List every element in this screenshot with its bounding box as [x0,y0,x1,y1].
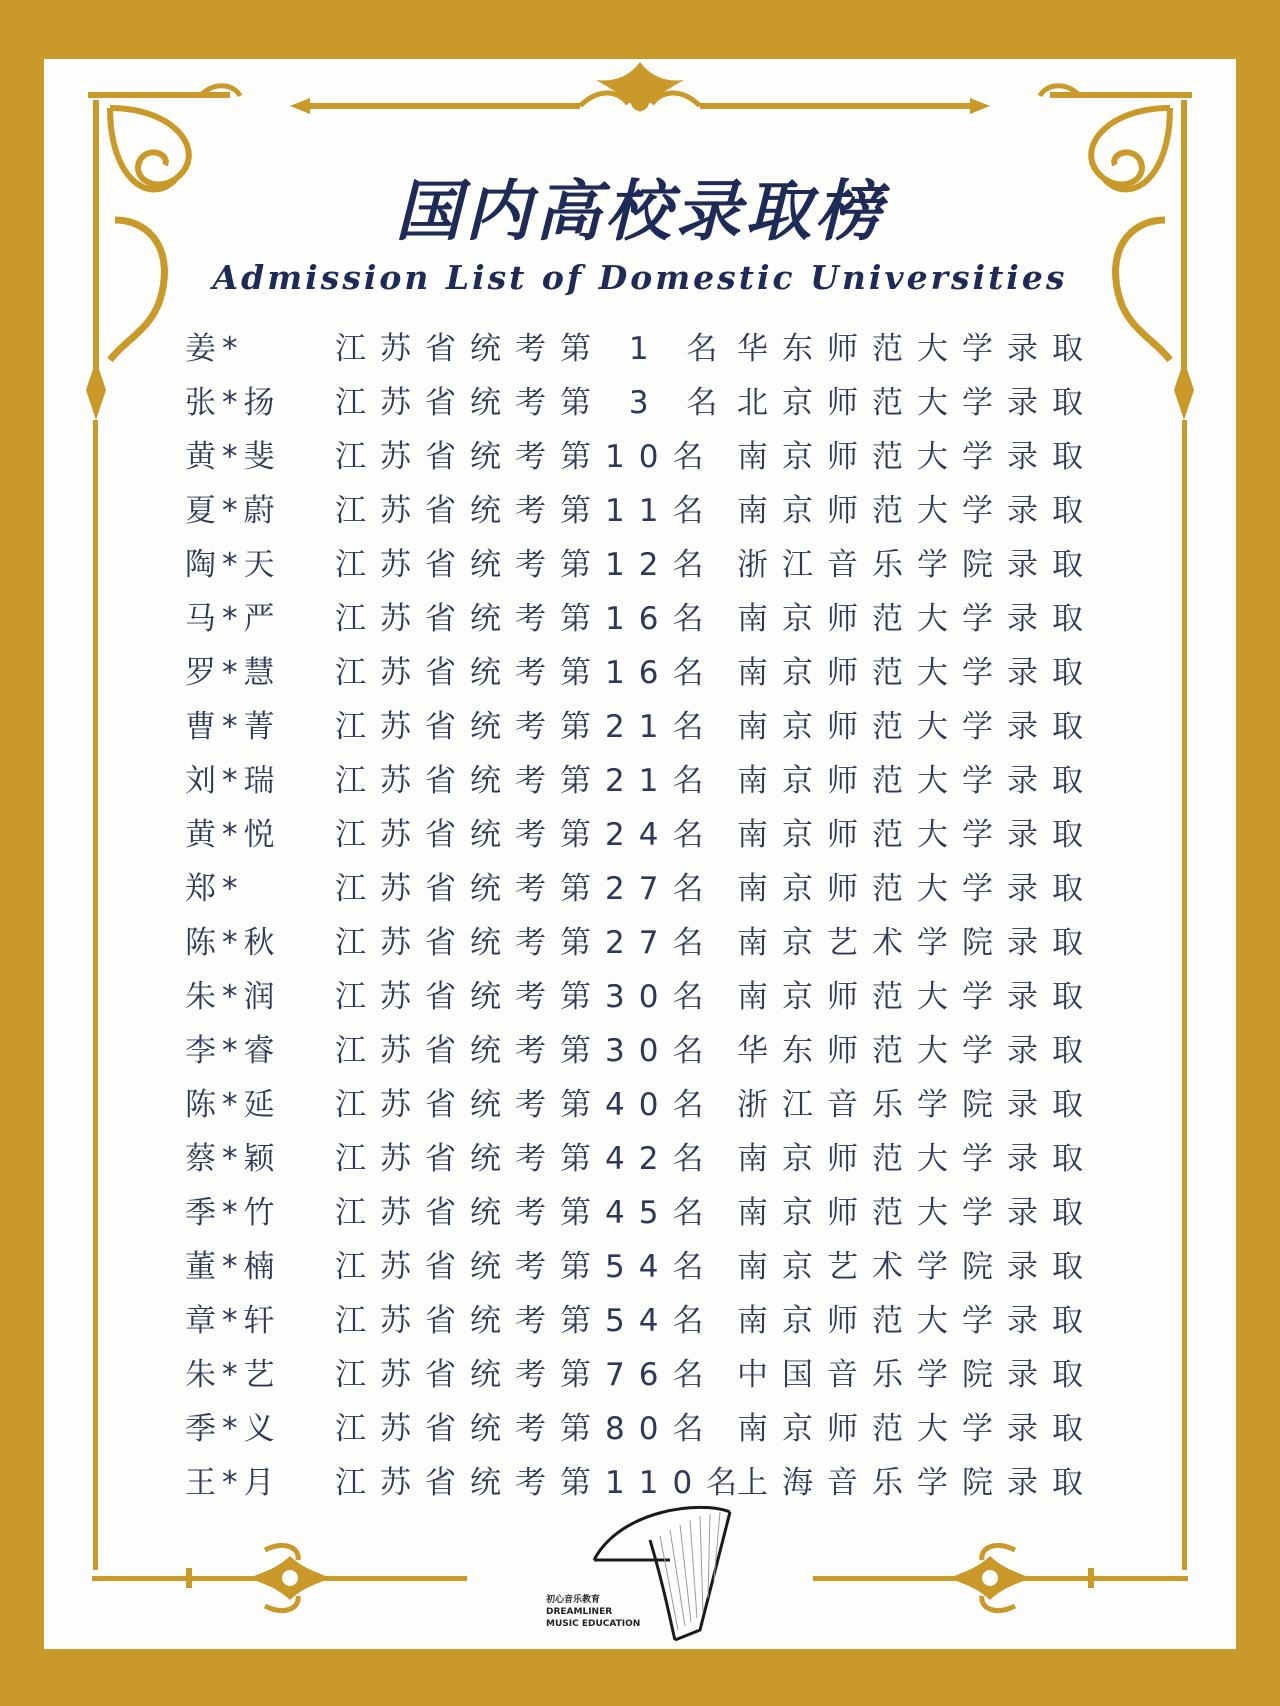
list-item [185,484,1097,538]
logo-en-line1: DREAMLINER [546,1607,613,1617]
university: 南京师范大学录取 [737,1303,1097,1339]
list-item [185,700,1097,754]
list-item [185,862,1097,916]
university: 南京师范大学录取 [737,979,1097,1015]
list-item [185,430,1097,484]
student-name: 王*月 [185,1465,281,1501]
student-name: 朱*润 [185,979,281,1015]
exam-rank: 江苏省统考第16名 [335,655,718,691]
university: 南京师范大学录取 [737,1411,1097,1447]
exam-rank: 江苏省统考第76名 [335,1357,718,1393]
student-name: 姜* [185,331,244,367]
logo-cn: 初心音乐教育 [546,1595,601,1605]
university: 浙江音乐学院录取 [737,1087,1097,1123]
student-name: 季*义 [185,1411,281,1447]
university: 南京师范大学录取 [737,1195,1097,1231]
student-name: 刘*瑞 [185,763,281,799]
exam-rank: 江苏省统考第 3 名 [335,385,732,421]
exam-rank: 江苏省统考第16名 [335,601,718,637]
exam-rank: 江苏省统考第27名 [335,871,718,907]
list-item [185,1402,1097,1456]
list-item [185,376,1097,430]
university: 南京艺术学院录取 [737,1249,1097,1285]
university: 华东师范大学录取 [737,331,1097,367]
student-name: 陈*秋 [185,925,281,961]
list-item [185,1240,1097,1294]
university: 华东师范大学录取 [737,1033,1097,1069]
logo-text [546,1594,640,1630]
list-item [185,970,1097,1024]
student-name: 朱*艺 [185,1357,281,1393]
student-name: 黄*斐 [185,439,281,475]
student-name: 郑* [185,871,244,907]
exam-rank: 江苏省统考第 1 名 [335,331,732,367]
list-item [185,754,1097,808]
list-item [185,592,1097,646]
university: 南京师范大学录取 [737,1141,1097,1177]
exam-rank: 江苏省统考第45名 [335,1195,718,1231]
list-item [185,1456,1097,1510]
exam-rank: 江苏省统考第30名 [335,979,718,1015]
exam-rank: 江苏省统考第110名 [335,1465,752,1501]
list-item [185,538,1097,592]
exam-rank: 江苏省统考第42名 [335,1141,718,1177]
student-name: 陶*天 [185,547,281,583]
student-name: 马*严 [185,601,281,637]
list-item [185,916,1097,970]
exam-rank: 江苏省统考第30名 [335,1033,718,1069]
university: 南京师范大学录取 [737,817,1097,853]
student-name: 陈*延 [185,1087,281,1123]
student-name: 章*轩 [185,1303,281,1339]
list-item [185,322,1097,376]
university: 上海音乐学院录取 [737,1465,1097,1501]
university: 北京师范大学录取 [737,385,1097,421]
list-item [185,1348,1097,1402]
student-name: 蔡*颖 [185,1141,281,1177]
exam-rank: 江苏省统考第40名 [335,1087,718,1123]
exam-rank: 江苏省统考第54名 [335,1303,718,1339]
student-name: 董*楠 [185,1249,281,1285]
university: 南京师范大学录取 [737,493,1097,529]
exam-rank: 江苏省统考第21名 [335,763,718,799]
university: 中国音乐学院录取 [737,1357,1097,1393]
university: 南京艺术学院录取 [737,925,1097,961]
university: 南京师范大学录取 [737,709,1097,745]
student-name: 张*扬 [185,385,281,421]
list-item [185,808,1097,862]
student-name: 李*睿 [185,1033,281,1069]
student-name: 曹*菁 [185,709,281,745]
list-item [185,1132,1097,1186]
page-subtitle: Admission List of Domestic Universities [212,258,1068,297]
top-fleuron-icon [290,62,990,114]
university: 浙江音乐学院录取 [737,547,1097,583]
exam-rank: 江苏省统考第24名 [335,817,718,853]
exam-rank: 江苏省统考第54名 [335,1249,718,1285]
student-name: 夏*蔚 [185,493,281,529]
bottom-left-fleuron-icon [92,1545,467,1610]
university: 南京师范大学录取 [737,763,1097,799]
university: 南京师范大学录取 [737,871,1097,907]
list-item [185,1078,1097,1132]
exam-rank: 江苏省统考第80名 [335,1411,718,1447]
exam-rank: 江苏省统考第21名 [335,709,718,745]
student-name: 黄*悦 [185,817,281,853]
logo-en-line2: MUSIC EDUCATION [546,1619,641,1629]
university: 南京师范大学录取 [737,655,1097,691]
exam-rank: 江苏省统考第12名 [335,547,718,583]
exam-rank: 江苏省统考第27名 [335,925,718,961]
student-name: 罗*慧 [185,655,281,691]
university: 南京师范大学录取 [737,601,1097,637]
list-item [185,1294,1097,1348]
list-item [185,1024,1097,1078]
bottom-right-fleuron-icon [813,1545,1188,1610]
page-title: 国内高校录取榜 [395,172,885,250]
exam-rank: 江苏省统考第11名 [335,493,718,529]
university: 南京师范大学录取 [737,439,1097,475]
exam-rank: 江苏省统考第10名 [335,439,718,475]
list-item [185,1186,1097,1240]
student-name: 季*竹 [185,1195,281,1231]
list-item [185,646,1097,700]
admission-list [185,322,1097,1510]
